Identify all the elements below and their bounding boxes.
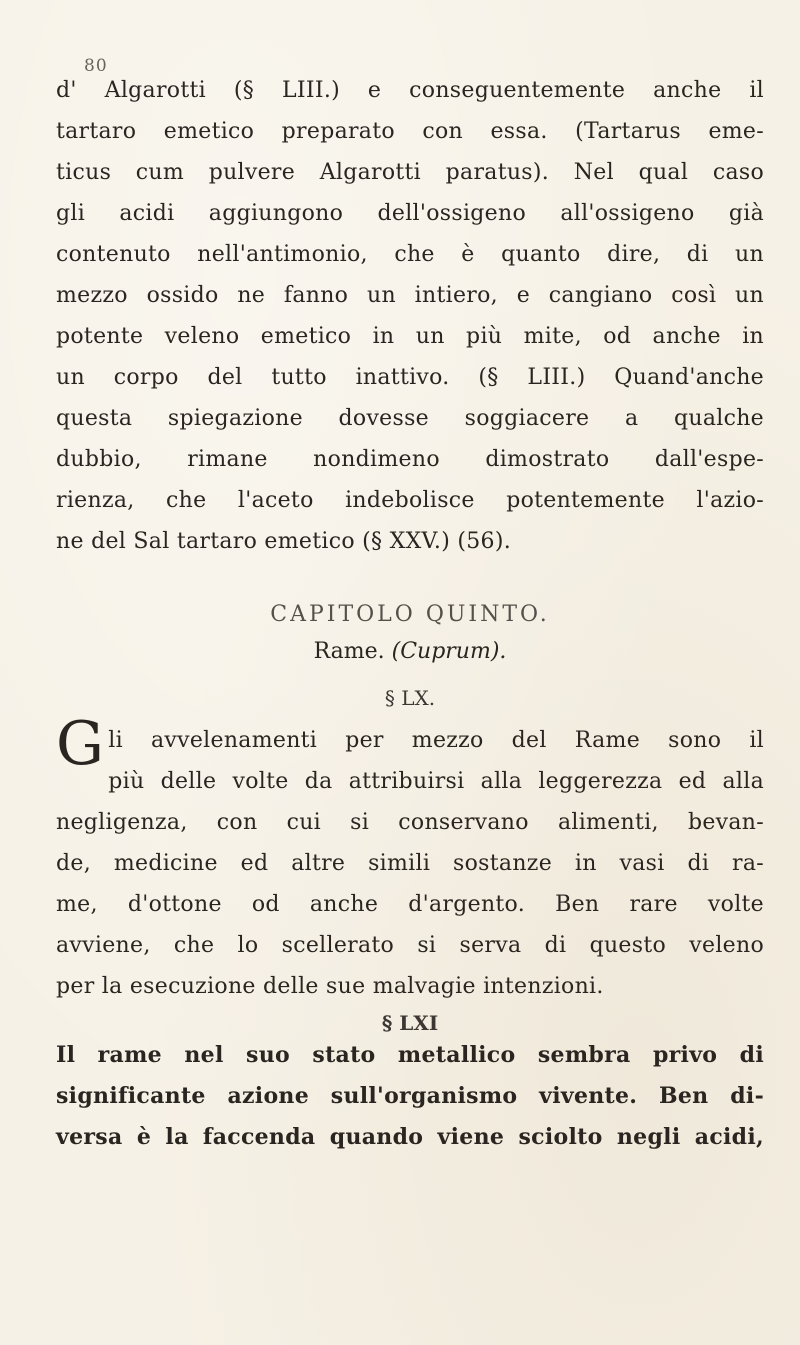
text-line: ticus cum pulvere Algarotti paratus). Nel qual caso xyxy=(56,160,764,185)
paragraph-rame-metallico xyxy=(56,1035,764,1158)
section-number-lx: § LX. xyxy=(384,686,436,710)
page-number: 80 xyxy=(84,56,108,76)
text-line: per la esecuzione delle sue malvagie intenzioni. xyxy=(56,974,604,999)
text-line: tartaro emetico preparato con essa. (Tartarus eme- xyxy=(56,119,764,144)
text-line: dubbio, rimane nondimeno dimostrato dall'espe- xyxy=(56,447,764,472)
text-line: d' Algarotti (§ LIII.) e conseguentemente anche il xyxy=(56,78,764,103)
text-line: versa è la faccenda quando viene sciolto negli acidi, xyxy=(56,1124,764,1150)
text-line: potente veleno emetico in un più mite, od anche in xyxy=(56,324,764,349)
text-line: questa spiegazione dovesse soggiacere a qualche xyxy=(56,406,764,431)
text-line: de, medicine ed altre simili sostanze in vasi di ra- xyxy=(56,851,764,876)
text-line: gli acidi aggiungono dell'ossigeno all'ossigeno già xyxy=(56,201,764,226)
text-line: mezzo ossido ne fanno un intiero, e cangiano così un xyxy=(56,283,764,308)
text-line: avviene, che lo scellerato si serva di questo veleno xyxy=(56,933,764,958)
text-line: me, d'ottone od anche d'argento. Ben rare volte xyxy=(56,892,764,917)
text-line: negligenza, con cui si conservano alimenti, bevan- xyxy=(56,810,764,835)
subheading-text: Rame. xyxy=(313,639,385,664)
chapter-subheading xyxy=(56,639,764,664)
paragraph-avvelenamenti xyxy=(56,709,764,1007)
chapter-heading: CAPITOLO QUINTO. xyxy=(270,602,550,627)
text-line: significante azione sull'organismo vivente. Ben di- xyxy=(56,1083,764,1109)
subheading-latin: (Cuprum). xyxy=(391,639,507,664)
drop-cap: G xyxy=(56,709,105,779)
paragraph-algarotti xyxy=(56,70,764,562)
text-line: li avvelenamenti per mezzo del Rame sono il xyxy=(108,728,764,753)
section-number-lxi: § LXI xyxy=(381,1011,439,1035)
text-line: contenuto nell'antimonio, che è quanto dire, di un xyxy=(56,242,764,267)
text-line: più delle volte da attribuirsi alla leggerezza ed alla xyxy=(108,769,764,794)
text-line: rienza, che l'aceto indebolisce potentemente l'azio- xyxy=(56,488,764,513)
text-line: ne del Sal tartaro emetico (§ XXV.) (56). xyxy=(56,529,512,554)
text-line: Il rame nel suo stato metallico sembra privo di xyxy=(56,1042,764,1068)
text-line: un corpo del tutto inattivo. (§ LIII.) Quand'anche xyxy=(56,365,764,390)
